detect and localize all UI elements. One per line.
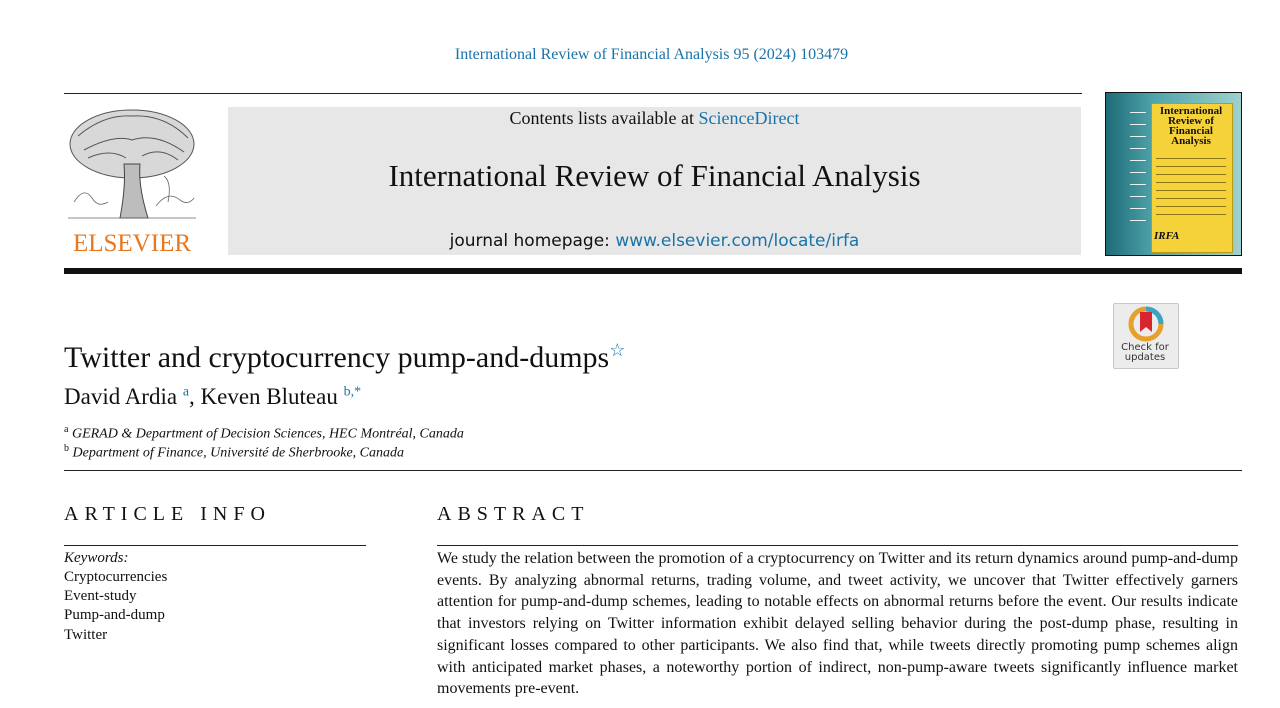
abstract-heading: ABSTRACT [437,503,590,525]
cover-text-line [1156,214,1226,215]
check-updates-icon [1114,304,1178,344]
header-thick-divider [64,268,1242,274]
author-separator: , [189,384,195,409]
elsevier-logo-text: ELSEVIER [72,230,192,257]
keywords-label: Keywords: [64,550,129,566]
title-footnote-star-icon[interactable]: ☆ [609,340,626,360]
cover-side-line [1130,172,1146,173]
elsevier-tree-logo-icon [64,106,200,226]
cover-side-line [1130,196,1146,197]
journal-citation[interactable]: International Review of Financial Analysis 95 (2024) 103479 [454,46,849,63]
contents-prefix: Contents lists available at [509,108,694,128]
cover-text-line [1156,158,1226,159]
article-title-text: Twitter and cryptocurrency pump-and-dumps [64,341,610,374]
author-affiliation-mark[interactable]: a [182,384,190,400]
cover-side-line [1130,148,1146,149]
author-affiliation-mark[interactable]: b,* [343,384,362,400]
top-divider [64,93,1082,94]
cover-side-line [1130,112,1146,113]
abstract-divider [437,545,1238,546]
keyword-item: Twitter [64,627,108,643]
cover-side-line [1130,208,1146,209]
cover-side-line [1130,136,1146,137]
affiliation-text: Department of Finance, Université de Sherbrooke, Canada [72,445,405,461]
homepage-line [228,231,1081,251]
cover-text-line [1156,190,1226,191]
check-for-updates-label: Check for updates [1121,342,1169,363]
abstract-text: We study the relation between the promotion of a cryptocurrency on Twitter and its return dynamics around pump-and-dump events. By analyzing abnormal returns, trading volume, and tweet activity, we uncover that Twitter effectively garners attention for pump-and-dump schemes, leading to notable effects on abnormal returns before the event. Our results indicate that investors relying on Twitter information exhibit delayed selling behavior during the post-dump phase, resulting in significant losses compared to other participants. We also find that, while tweets directly promoting pump schemes align with anticipated market phases, a noteworthy portion of indirect, non-pump-aware tweets significantly influence market movements pre-event. [437,550,1238,698]
author-list [64,384,361,410]
keyword-item: Pump-and-dump [64,607,165,623]
keyword-item: Cryptocurrencies [64,569,168,585]
affiliation [64,443,404,462]
journal-homepage-link[interactable]: www.elsevier.com/locate/irfa [615,231,860,251]
cover-text-line [1156,174,1226,175]
cover-side-line [1130,184,1146,185]
affiliation-text: GERAD & Department of Decision Sciences, HEC Montréal, Canada [71,426,464,442]
affiliation-mark: b [64,443,69,454]
cover-title: International Review of Financial Analysis [1159,105,1223,147]
homepage-prefix: journal homepage: [449,231,610,251]
article-info-divider [64,545,366,546]
section-divider [64,470,1242,471]
cover-side-line [1130,124,1146,125]
cover-side-line [1130,220,1146,221]
cover-text-line [1156,182,1226,183]
journal-name: International Review of Financial Analysis [388,158,921,193]
keyword-item: Event-study [64,588,137,604]
affiliation [64,424,464,443]
sciencedirect-link[interactable]: ScienceDirect [698,108,800,128]
cover-text-line [1156,206,1226,207]
cover-abbrev: IRFA [1154,230,1180,242]
cover-side-line [1130,160,1146,161]
affiliation-mark: a [64,424,69,435]
article-title [64,340,625,375]
cover-text-line [1156,198,1226,199]
author-name[interactable]: David Ardia [64,384,178,409]
author-name[interactable]: Keven Bluteau [200,384,338,409]
contents-line [228,108,1081,129]
article-info-heading: ARTICLE INFO [64,503,271,525]
cover-text-line [1156,166,1226,167]
